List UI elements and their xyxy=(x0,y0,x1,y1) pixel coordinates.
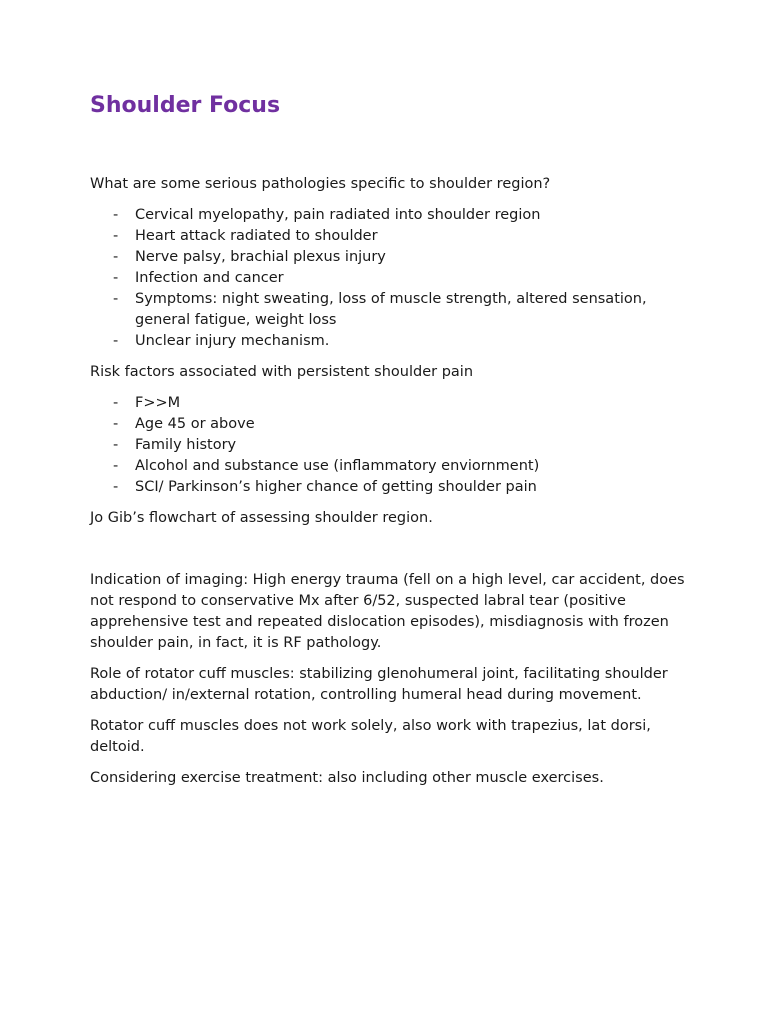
document-body xyxy=(90,174,690,799)
flowchart-note: Jo Gib’s flowchart of assessing shoulder region. xyxy=(90,510,433,526)
imaging-paragraph: Indication of imaging: High energy trauma (fell on a high level, car accident, does not respond to conservative Mx after 6/52, suspected labral tear (positive apprehensive test and repeated dislocation episodes), misdiagnosis with frozen shoulder pain, in fact, it is RF pathology. xyxy=(90,572,685,651)
list-item: - Family history xyxy=(90,435,690,456)
list-item: - Symptoms: night sweating, loss of muscle strength, altered sensation, general fatigue, weight loss xyxy=(113,291,647,328)
question-risk-factors: Risk factors associated with persistent shoulder pain xyxy=(90,364,474,380)
list-item: - SCI/ Parkinson’s higher chance of getting shoulder pain xyxy=(90,477,690,498)
question-pathologies: What are some serious pathologies specific to shoulder region? xyxy=(90,176,551,192)
list-item: - Age 45 or above xyxy=(90,414,690,435)
dash-marker: - xyxy=(113,333,119,349)
list-item: - Cervical myelopathy, pain radiated into shoulder region xyxy=(90,205,690,226)
list-item: - Unclear injury mechanism. xyxy=(90,331,690,352)
dash-marker: - xyxy=(113,437,119,453)
exercise-paragraph: Considering exercise treatment: also including other muscle exercises. xyxy=(90,770,604,786)
rotator-cuff-synergy-paragraph: Rotator cuff muscles does not work solely, also work with trapezius, lat dorsi, deltoid. xyxy=(90,718,651,755)
dash-marker: - xyxy=(113,395,119,411)
dash-marker: - xyxy=(113,291,119,307)
pathologies-list xyxy=(90,205,690,352)
list-item: - Alcohol and substance use (inflammatory enviornment) xyxy=(90,456,690,477)
list-item: - Heart attack radiated to shoulder xyxy=(90,226,690,247)
list-item: - Infection and cancer xyxy=(90,268,690,289)
dash-marker: - xyxy=(113,479,119,495)
dash-marker: - xyxy=(113,228,119,244)
risk-factors-list xyxy=(90,393,690,498)
list-item: - F>>M xyxy=(90,393,690,414)
dash-marker: - xyxy=(113,416,119,432)
dash-marker: - xyxy=(113,207,119,223)
rotator-cuff-role-paragraph: Role of rotator cuff muscles: stabilizing glenohumeral joint, facilitating shoulder abduction/ in/external rotation, controlling humeral head during movement. xyxy=(90,666,668,703)
list-item: - Nerve palsy, brachial plexus injury xyxy=(90,247,690,268)
dash-marker: - xyxy=(113,270,119,286)
document-title: Shoulder Focus xyxy=(90,93,281,118)
dash-marker: - xyxy=(113,249,119,265)
dash-marker: - xyxy=(113,458,119,474)
